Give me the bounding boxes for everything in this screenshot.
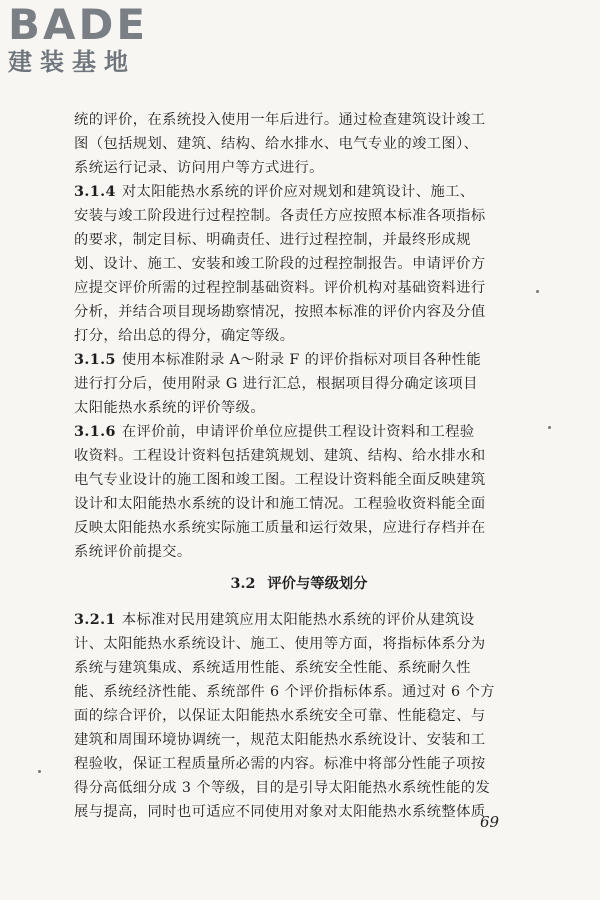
text-line: 展与提高，同时也可适应不同使用对象对太阳能热水系统整体质 bbox=[74, 804, 486, 820]
text-line: 图（包括规划、建筑、结构、给水排水、电气专业的竣工图）、 bbox=[74, 136, 479, 152]
clause-first-line bbox=[74, 420, 524, 444]
clause-first-line bbox=[74, 348, 524, 372]
page-number: 69 bbox=[480, 813, 500, 831]
bade-logo bbox=[8, 0, 178, 84]
clause-first-line bbox=[74, 608, 524, 632]
text-line: 计、太阳能热水系统设计、施工、使用等方面，将指标体系分为 bbox=[74, 636, 486, 652]
clause-3-1-4 bbox=[74, 180, 524, 348]
scan-speck bbox=[38, 770, 41, 773]
text-line: 系统评价前提交。 bbox=[74, 544, 192, 560]
clause-number: 3.1.5 bbox=[74, 352, 116, 368]
clause-3-1-5 bbox=[74, 348, 524, 420]
logo-wordmark: BADE bbox=[8, 0, 149, 49]
scan-speck bbox=[536, 290, 539, 293]
text-line: 的要求，制定目标、明确责任、进行过程控制，并最终形成规 bbox=[74, 232, 471, 248]
clause-text: 对太阳能热水系统的评价应对规划和建筑设计、施工、 bbox=[121, 184, 475, 200]
text-line: 太阳能热水系统的评价等级。 bbox=[74, 400, 266, 416]
scan-speck bbox=[548, 426, 551, 429]
text-line: 进行打分后，使用附录 G 进行汇总，根据项目得分确定该项目 bbox=[74, 376, 478, 392]
section-heading bbox=[74, 572, 524, 596]
clause-3-1-6 bbox=[74, 420, 524, 564]
text-line: 电气专业设计的施工图和竣工图。工程设计资料能全面反映建筑 bbox=[74, 472, 486, 488]
section-title: 评价与等级划分 bbox=[267, 576, 368, 592]
text-line: 能、系统经济性能、系统部件 6 个评价指标体系。通过对 6 个方 bbox=[74, 684, 495, 700]
logo-subtitle: 建装基地 bbox=[8, 48, 136, 76]
body-text bbox=[74, 108, 524, 824]
text-line: 应提交评价所需的过程控制基础资料。评价机构对基础资料进行 bbox=[74, 280, 486, 296]
clause-text: 在评价前，申请评价单位应提供工程设计资料和工程验 bbox=[121, 424, 475, 440]
text-line: 面的综合评价，以保证太阳能热水系统安全可靠、性能稳定、与 bbox=[74, 708, 486, 724]
clause-text: 本标准对民用建筑应用太阳能热水系统的评价从建筑设 bbox=[121, 612, 475, 628]
intro-paragraph bbox=[74, 108, 524, 180]
text-line: 安装与竣工阶段进行过程控制。各责任方应按照本标准各项指标 bbox=[74, 208, 486, 224]
clause-text: 使用本标准附录 A～附录 F 的评价指标对项目各种性能 bbox=[121, 352, 482, 368]
text-line: 收资料。工程设计资料包括建筑规划、建筑、结构、给水排水和 bbox=[74, 448, 486, 464]
text-line: 系统与建筑集成、系统适用性能、系统安全性能、系统耐久性 bbox=[74, 660, 471, 676]
text-line: 程验收，保证工程质量所必需的内容。标准中将部分性能子项按 bbox=[74, 756, 486, 772]
text-line: 设计和太阳能热水系统的设计和施工情况。工程验收资料能全面 bbox=[74, 496, 486, 512]
text-line: 建筑和周围环境协调统一，规范太阳能热水系统设计、安装和工 bbox=[74, 732, 486, 748]
clause-number: 3.2.1 bbox=[74, 612, 116, 628]
text-line: 统的评价，在系统投入使用一年后进行。通过检查建筑设计竣工 bbox=[74, 112, 486, 128]
text-line: 划、设计、施工、安装和竣工阶段的过程控制报告。申请评价方 bbox=[74, 256, 486, 272]
text-line: 得分高低细分成 3 个等级，目的是引导太阳能热水系统性能的发 bbox=[74, 780, 491, 796]
clause-first-line bbox=[74, 180, 524, 204]
clause-3-2-1 bbox=[74, 608, 524, 824]
text-line: 分析，并结合项目现场勘察情况，按照本标准的评价内容及分值 bbox=[74, 304, 486, 320]
clause-number: 3.1.4 bbox=[74, 184, 116, 200]
text-line: 系统运行记录、访问用户等方式进行。 bbox=[74, 160, 324, 176]
section-number: 3.2 bbox=[230, 576, 256, 592]
text-line: 反映太阳能热水系统实际施工质量和运行效果，应进行存档并在 bbox=[74, 520, 486, 536]
clause-number: 3.1.6 bbox=[74, 424, 116, 440]
text-line: 打分，给出总的得分，确定等级。 bbox=[74, 328, 295, 344]
